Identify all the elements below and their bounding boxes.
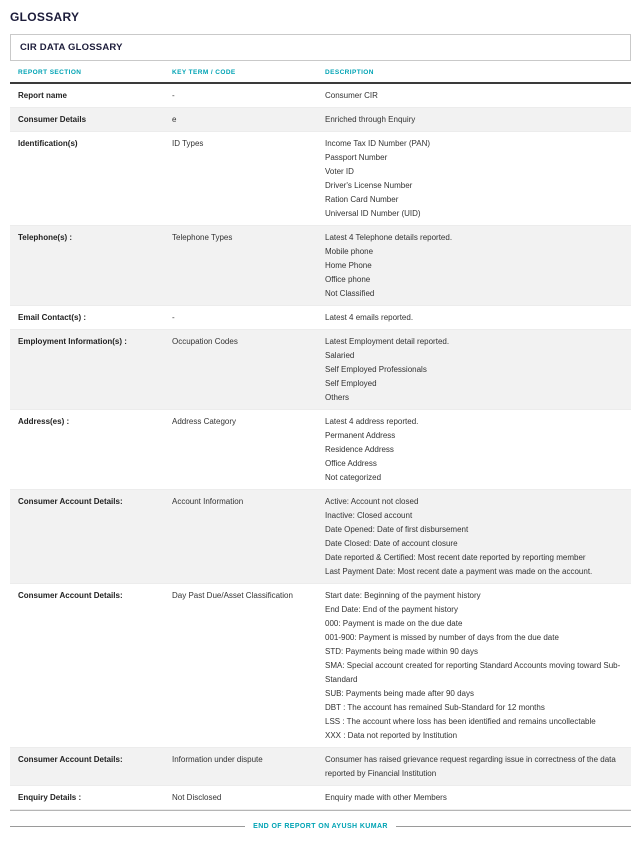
table-row (10, 410, 631, 490)
end-of-report-label: END OF REPORT ON AYUSH KUMAR (253, 823, 388, 830)
description-line: Start date: Beginning of the payment history (325, 591, 481, 600)
row-description (325, 89, 623, 103)
column-header-report-section: REPORT SECTION (18, 69, 82, 76)
table-row (10, 132, 631, 226)
row-report-section: Consumer Account Details: (18, 755, 123, 764)
row-key-term: e (172, 115, 177, 124)
description-line: Voter ID (325, 167, 354, 176)
row-description (325, 335, 623, 405)
column-header-key-term: KEY TERM / CODE (172, 69, 236, 76)
description-line: STD: Payments being made within 90 days (325, 647, 478, 656)
description-line: Not Classified (325, 289, 375, 298)
row-key-term: Telephone Types (172, 233, 233, 242)
description-line: DBT : The account has remained Sub-Standard for 12 months (325, 703, 545, 712)
footer-rule-left (10, 826, 245, 827)
row-key-term: - (172, 91, 175, 100)
row-key-term: Account Information (172, 497, 244, 506)
description-line: Universal ID Number (UID) (325, 209, 421, 218)
row-key-term: Information under dispute (172, 755, 263, 764)
description-line: Driver's License Number (325, 181, 413, 190)
row-key-term: Address Category (172, 417, 237, 426)
row-description (325, 415, 623, 485)
row-report-section: Consumer Details (18, 115, 87, 124)
description-line: Consumer has raised grievance request regarding issue in correctness of the data reported by Financial Institution (325, 755, 616, 778)
row-report-section: Report name (18, 91, 67, 100)
description-line: Self Employed (325, 379, 377, 388)
row-description (325, 231, 623, 301)
description-line: Self Employed Professionals (325, 365, 427, 374)
footer-rule-right (396, 826, 631, 827)
row-description (325, 311, 623, 325)
description-line: Last Payment Date: Most recent date a payment was made on the account. (325, 567, 593, 576)
description-line: 000: Payment is made on the due date (325, 619, 463, 628)
table-row (10, 748, 631, 786)
description-line: 001-900: Payment is missed by number of days from the due date (325, 633, 559, 642)
report-footer (10, 823, 631, 830)
description-line: Income Tax ID Number (PAN) (325, 139, 431, 148)
description-line: Latest 4 address reported. (325, 417, 419, 426)
table-header-row (10, 61, 631, 84)
row-description (325, 589, 623, 743)
description-line: LSS : The account where loss has been identified and remains uncollectable (325, 717, 596, 726)
row-key-term: Day Past Due/Asset Classification (172, 591, 293, 600)
description-line: Mobile phone (325, 247, 374, 256)
description-line: SMA: Special account created for reporting Standard Accounts moving toward Sub-Standard (325, 661, 621, 684)
description-line: Residence Address (325, 445, 394, 454)
glossary-rows (10, 84, 631, 811)
table-row (10, 226, 631, 306)
row-key-term: Occupation Codes (172, 337, 238, 346)
glossary-box-title: CIR DATA GLOSSARY (10, 34, 631, 61)
row-report-section: Email Contact(s) : (18, 313, 87, 322)
table-row (10, 584, 631, 748)
description-line: XXX : Data not reported by Institution (325, 731, 458, 740)
table-row (10, 108, 631, 132)
table-row (10, 330, 631, 410)
description-line: Not categorized (325, 473, 382, 482)
description-line: Latest Employment detail reported. (325, 337, 450, 346)
row-report-section: Identification(s) (18, 139, 78, 148)
description-line: Active: Account not closed (325, 497, 419, 506)
row-description (325, 137, 623, 221)
description-line: Office phone (325, 275, 371, 284)
description-line: Inactive: Closed account (325, 511, 413, 520)
description-line: Home Phone (325, 261, 372, 270)
description-line: Salaried (325, 351, 355, 360)
row-report-section: Enquiry Details : (18, 793, 82, 802)
description-line: Latest 4 Telephone details reported. (325, 233, 453, 242)
description-line: Date Opened: Date of first disbursement (325, 525, 469, 534)
page-title: GLOSSARY (10, 10, 80, 24)
table-row (10, 306, 631, 330)
table-row (10, 84, 631, 108)
row-report-section: Telephone(s) : (18, 233, 73, 242)
description-line: Consumer CIR (325, 91, 378, 100)
table-row (10, 490, 631, 584)
description-line: Date Closed: Date of account closure (325, 539, 458, 548)
row-report-section: Address(es) : (18, 417, 70, 426)
row-description (325, 495, 623, 579)
table-row (10, 786, 631, 810)
description-line: Enriched through Enquiry (325, 115, 416, 124)
row-key-term: - (172, 313, 175, 322)
row-key-term: Not Disclosed (172, 793, 222, 802)
description-line: Others (325, 393, 350, 402)
description-line: Office Address (325, 459, 377, 468)
row-report-section: Employment Information(s) : (18, 337, 127, 346)
description-line: Permanent Address (325, 431, 396, 440)
row-description (325, 753, 623, 781)
glossary-section (10, 34, 631, 811)
description-line: End Date: End of the payment history (325, 605, 458, 614)
description-line: Enquiry made with other Members (325, 793, 447, 802)
description-line: Latest 4 emails reported. (325, 313, 414, 322)
row-description (325, 791, 623, 805)
row-description (325, 113, 623, 127)
description-line: Passport Number (325, 153, 388, 162)
row-report-section: Consumer Account Details: (18, 591, 123, 600)
description-line: Ration Card Number (325, 195, 399, 204)
description-line: SUB: Payments being made after 90 days (325, 689, 474, 698)
column-header-description: DESCRIPTION (325, 69, 374, 76)
row-key-term: ID Types (172, 139, 204, 148)
description-line: Date reported & Certified: Most recent date reported by reporting member (325, 553, 586, 562)
row-report-section: Consumer Account Details: (18, 497, 123, 506)
